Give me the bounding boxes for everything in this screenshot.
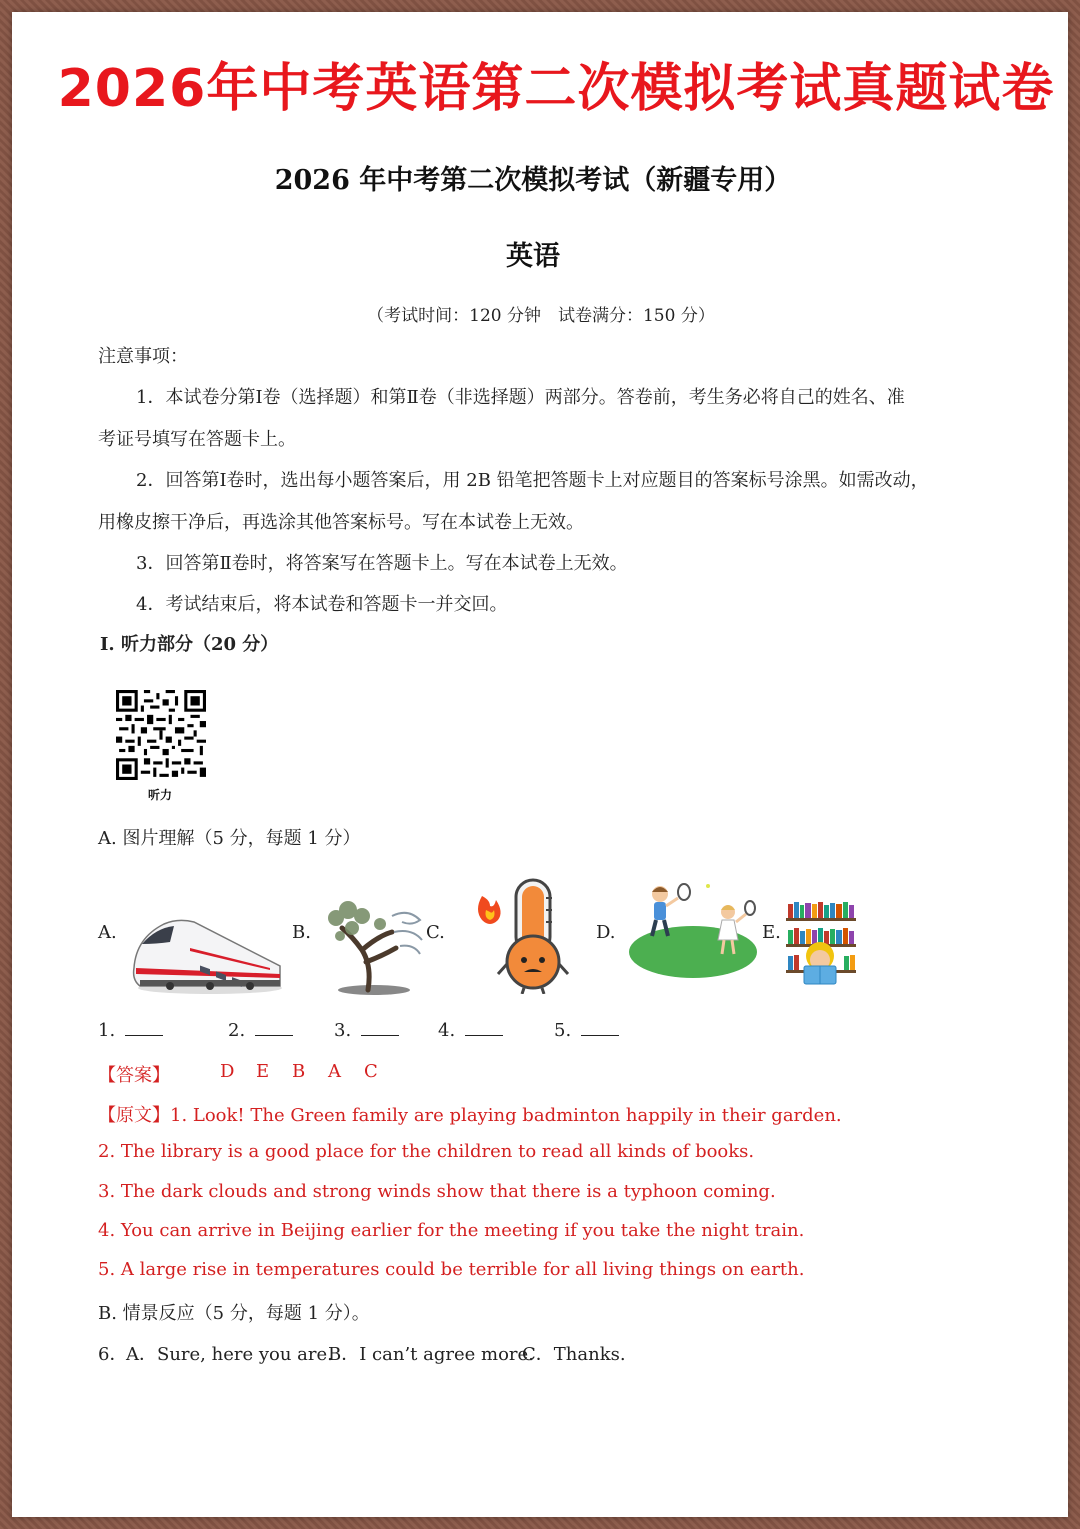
transcript-line: 【原文】1. Look! The Green family are playing badminton happily in their garden. xyxy=(98,1105,842,1126)
answer-label: 【答案】 xyxy=(98,1065,170,1086)
transcript-line: 4. You can arrive in Beijing earlier for the meeting if you take the night train. xyxy=(98,1220,805,1241)
notice-item: 1．本试卷分第Ⅰ卷（选择题）和第Ⅱ卷（非选择题）两部分。答卷前，考生务必将自己的姓名、准 xyxy=(136,387,905,408)
blank-1[interactable] xyxy=(98,1020,163,1041)
picture-label-a: A. xyxy=(98,922,117,943)
answer-list xyxy=(220,1061,400,1082)
train-icon xyxy=(130,908,282,998)
blank-5[interactable] xyxy=(554,1020,619,1041)
answer-item: B xyxy=(292,1061,306,1082)
blank-number: 1. xyxy=(98,1020,116,1041)
question-6-number: 6． xyxy=(98,1344,128,1365)
blank-number: 2. xyxy=(228,1020,246,1041)
blank-number: 4. xyxy=(438,1020,456,1041)
blank-number: 3. xyxy=(334,1020,352,1041)
part-a-heading: A. 图片理解（5 分，每题 1 分） xyxy=(98,828,361,849)
blank-3[interactable] xyxy=(334,1020,399,1041)
option-b[interactable]: B．I can’t agree more. xyxy=(328,1344,534,1365)
notice-heading: 注意事项： xyxy=(98,346,188,367)
blank-4[interactable] xyxy=(438,1020,503,1041)
answer-item: E xyxy=(256,1061,270,1082)
picture-label-d: D. xyxy=(596,922,616,943)
library-reading-icon xyxy=(786,898,856,990)
notice-item: 3．回答第Ⅱ卷时，将答案写在答题卡上。写在本试卷上无效。 xyxy=(136,553,628,574)
transcript-line: 5. A large rise in temperatures could be terrible for all living things on earth. xyxy=(98,1259,805,1280)
answer-item: D xyxy=(220,1061,235,1082)
part-b-heading: B. 情景反应（5 分，每题 1 分）。 xyxy=(98,1303,370,1324)
exam-title: 2026 年中考第二次模拟考试（新疆专用） xyxy=(274,165,792,196)
qr-caption: 听力 xyxy=(148,788,173,802)
blank-number: 5. xyxy=(554,1020,572,1041)
hot-thermometer-icon xyxy=(460,874,580,994)
answer-item: C xyxy=(364,1061,378,1082)
transcript-line: 2. The library is a good place for the children to read all kinds of books. xyxy=(98,1141,755,1162)
answer-item: A xyxy=(328,1061,341,1082)
picture-label-b: B. xyxy=(292,922,311,943)
exam-info: （考试时间：120 分钟 试卷满分：150 分） xyxy=(367,306,715,326)
subject-title: 英语 xyxy=(506,241,560,272)
picture-label-c: C. xyxy=(426,922,445,943)
windy-tree-icon xyxy=(322,896,426,996)
poster-title: 2026年中考英语第二次模拟考试真题试卷 xyxy=(57,59,1055,119)
notice-item: 2．回答第Ⅰ卷时，选出每小题答案后，用 2B 铅笔把答题卡上对应题目的答案标号涂黑。如需改动， xyxy=(136,470,929,491)
transcript-label: 【原文】 xyxy=(98,1105,170,1126)
notice-item: 4．考试结束后，将本试卷和答题卡一并交回。 xyxy=(136,594,508,615)
blank-2[interactable] xyxy=(228,1020,293,1041)
tennis-players-icon xyxy=(628,880,758,980)
picture-label-e: E. xyxy=(762,922,781,943)
section-heading: Ⅰ. 听力部分（20 分） xyxy=(100,634,279,655)
notice-item: 用橡皮擦干净后，再选涂其他答案标号。写在本试卷上无效。 xyxy=(98,512,584,533)
notice-item: 考证号填写在答题卡上。 xyxy=(98,429,296,450)
transcript-line: 3. The dark clouds and strong winds show that there is a typhoon coming. xyxy=(98,1181,776,1202)
qr-code-icon[interactable] xyxy=(116,690,206,780)
option-a[interactable]: A．Sure, here you are. xyxy=(126,1344,333,1365)
option-c[interactable]: C．Thanks. xyxy=(522,1344,626,1365)
